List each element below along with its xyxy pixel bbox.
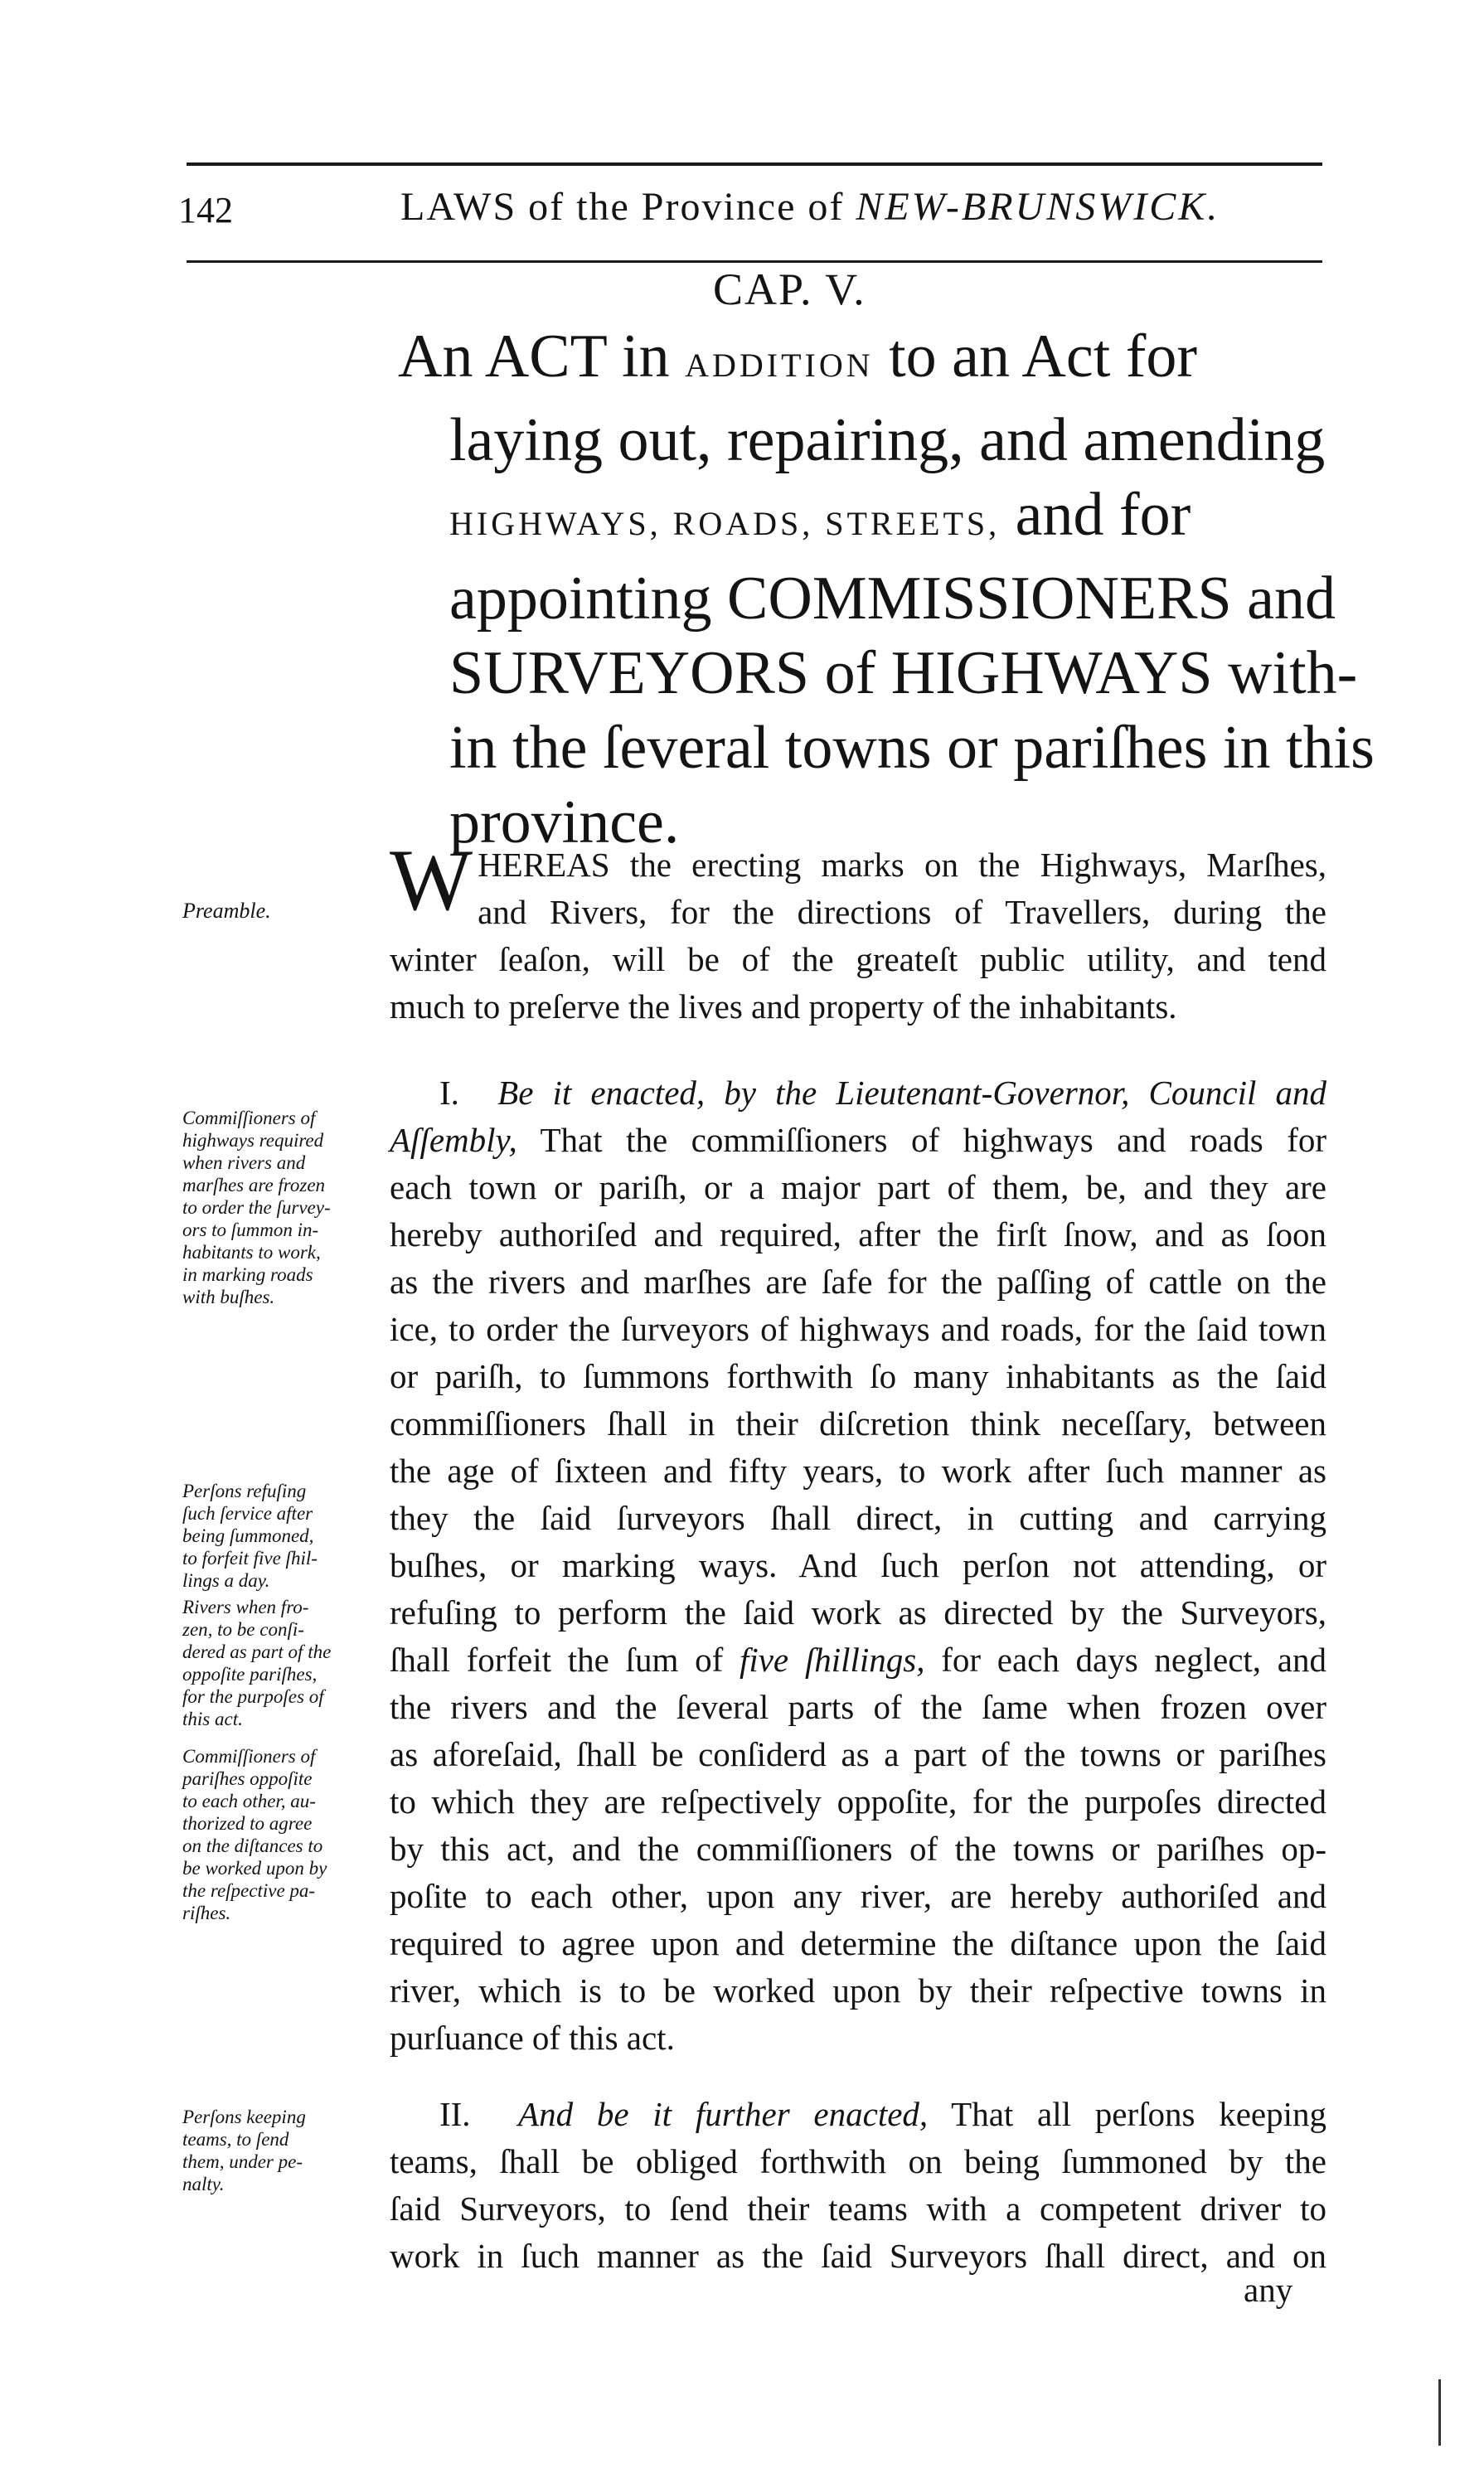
title-line-7: province. bbox=[449, 788, 680, 856]
title-highways: HIGHWAYS bbox=[890, 639, 1213, 707]
margin-note-line: highways required bbox=[182, 1130, 324, 1151]
section-1-line bbox=[390, 1637, 1326, 1684]
section-1-line: buſhes, or marking ways. And ſuch perſon not attending, or bbox=[390, 1546, 1326, 1584]
title-line-1 bbox=[398, 319, 1343, 403]
title-line-5 bbox=[398, 636, 1358, 710]
enacting-clause: And be it further enacted, bbox=[518, 2095, 929, 2133]
margin-note-line: being ſummoned, bbox=[182, 1525, 314, 1546]
title-word: of bbox=[809, 639, 891, 707]
title-word: and bbox=[1231, 565, 1336, 633]
section-1-line: purſuance of this act. bbox=[390, 2019, 675, 2057]
section-numeral: I. bbox=[439, 1074, 459, 1112]
title-word: in bbox=[606, 322, 686, 390]
margin-note-line: thorized to agree bbox=[182, 1813, 313, 1834]
margin-note-line: Preamble. bbox=[182, 899, 271, 923]
catchword: any bbox=[1244, 2271, 1293, 2309]
preamble-line: winter ſeaſon, will be of the greateſt public utility, and tend bbox=[390, 940, 1326, 978]
title-surveyors: SURVEYORS bbox=[449, 639, 810, 707]
margin-note-preamble bbox=[182, 899, 381, 922]
margin-note-line: zen, to be conſi- bbox=[182, 1619, 304, 1640]
title-word: with- bbox=[1212, 639, 1358, 707]
running-head bbox=[178, 184, 1331, 242]
section-1-line: hereby authoriſed and required, after the firſt ſnow, and as ſoon bbox=[390, 1215, 1326, 1253]
section-1-line: or pariſh, to ſummons forthwith ſo many inhabitants as the ſaid bbox=[390, 1357, 1326, 1395]
margin-note-line: Rivers when fro- bbox=[182, 1597, 309, 1617]
title-addition-word: ADDITION bbox=[685, 347, 874, 384]
title-line-4 bbox=[398, 561, 1343, 636]
section-1-line: by this act, and the commiſſioners of the towns or pariſhes op- bbox=[390, 1830, 1326, 1868]
running-title-province: NEW-BRUNSWICK. bbox=[856, 185, 1220, 229]
margin-note-line: Commiſſioners of bbox=[182, 1108, 316, 1128]
margin-note-line: this act. bbox=[182, 1709, 243, 1729]
section-1-line bbox=[390, 1069, 1326, 1117]
header-rule bbox=[187, 260, 1322, 263]
section-1 bbox=[390, 1069, 1326, 2062]
section-1-line: ice, to order the ſurveyors of highways and roads, for the ſaid town bbox=[390, 1310, 1326, 1348]
text-run: That the commiſſioners of highways and roads for bbox=[516, 1121, 1326, 1159]
margin-note-line: on the diſtances to bbox=[182, 1835, 323, 1856]
section-1-line: required to agree upon and determine the diſtance upon the ſaid bbox=[390, 1924, 1326, 1962]
preamble-line: and Rivers, for the directions of Travellers, during the bbox=[478, 893, 1326, 931]
margin-note-line: habitants to work, bbox=[182, 1242, 321, 1263]
margin-note-line: marſhes are frozen bbox=[182, 1175, 326, 1195]
margin-note-rivers bbox=[182, 1596, 381, 1730]
margin-note-line: pariſhes oppoſite bbox=[182, 1768, 313, 1789]
act-title bbox=[398, 319, 1375, 860]
section-1-line: to which they are reſpectively oppoſite, for the purpoſes directed bbox=[390, 1782, 1326, 1821]
drop-cap: W bbox=[390, 832, 473, 929]
title-line-3 bbox=[398, 478, 1343, 561]
running-title bbox=[400, 184, 1220, 230]
margin-note-distances bbox=[182, 1745, 381, 1924]
scan-edge-mark bbox=[1438, 2379, 1441, 2446]
title-word: to an Act for bbox=[873, 322, 1198, 390]
margin-note-line: Perſons keeping bbox=[182, 2107, 306, 2127]
top-rule bbox=[187, 162, 1322, 166]
section-1-line: refuſing to perform the ſaid work as directed by the Surveyors, bbox=[390, 1593, 1326, 1632]
margin-note-line: the reſpective pa- bbox=[182, 1880, 316, 1901]
margin-note-line: lings a day. bbox=[182, 1570, 270, 1591]
margin-note-line: to each other, au- bbox=[182, 1791, 316, 1811]
section-1-line: as aforeſaid, ſhall be conſiderd as a part of the towns or pariſhes bbox=[390, 1735, 1326, 1773]
preamble-paragraph bbox=[390, 832, 1326, 1030]
title-highways-roads-streets: HIGHWAYS, ROADS, STREETS, bbox=[449, 505, 1001, 542]
margin-note-line: teams, to ſend bbox=[182, 2129, 289, 2150]
page-number: 142 bbox=[178, 190, 233, 230]
title-word: An bbox=[398, 322, 485, 390]
section-1-line: the rivers and the ſeveral parts of the ſame when frozen over bbox=[390, 1688, 1326, 1726]
margin-note-teams bbox=[182, 2106, 381, 2195]
section-2-line: ſaid Surveyors, to ſend their teams with a competent driver to bbox=[390, 2189, 1326, 2228]
chapter-heading: CAP. V. bbox=[713, 264, 866, 314]
margin-note-line: to forfeit five ſhil- bbox=[182, 1548, 318, 1569]
margin-note-line: them, under pe- bbox=[182, 2151, 303, 2172]
margin-note-line: ſuch ſervice after bbox=[182, 1503, 313, 1524]
section-1-line: as the rivers and marſhes are ſafe for the paſſing of cattle on the bbox=[390, 1263, 1326, 1301]
text-run: ſhall forfeit the ſum of bbox=[390, 1641, 740, 1679]
margin-note-line: be worked upon by bbox=[182, 1858, 327, 1879]
section-2-line bbox=[390, 2091, 1326, 2138]
margin-note-line: in marking roads bbox=[182, 1264, 313, 1285]
margin-note-line: when rivers and bbox=[182, 1152, 306, 1173]
text-run: That all perſons keeping bbox=[928, 2095, 1326, 2133]
margin-note-line: oppoſite pariſhes, bbox=[182, 1664, 318, 1685]
margin-note-line: riſhes. bbox=[182, 1903, 231, 1923]
title-line-2: laying out, repairing, and amending bbox=[449, 406, 1326, 474]
preamble-line: much to preſerve the lives and property of the inhabitants. bbox=[390, 987, 1177, 1026]
margin-note-line: Commiſſioners of bbox=[182, 1746, 316, 1767]
margin-note-line: to order the ſurvey- bbox=[182, 1197, 331, 1218]
title-word: appointing bbox=[449, 565, 728, 633]
title-commissioners: COMMISSIONERS bbox=[727, 565, 1232, 633]
section-2-line: work in ſuch manner as the ſaid Surveyors ſhall direct, and on bbox=[390, 2237, 1326, 2275]
running-title-prefix: LAWS of the Province of bbox=[400, 185, 845, 229]
text-run: for each days neglect, and bbox=[924, 1641, 1326, 1679]
section-1-line: they the ſaid ſurveyors ſhall direct, in cutting and carrying bbox=[390, 1499, 1326, 1537]
section-1-line: the age of ſixteen and fifty years, to work after ſuch manner as bbox=[390, 1452, 1326, 1490]
enacting-clause: Aſſembly, bbox=[390, 1121, 517, 1159]
section-1-line: each town or pariſh, or a major part of them, be, and they are bbox=[390, 1168, 1326, 1206]
section-2 bbox=[390, 2091, 1326, 2280]
section-1-line: poſite to each other, upon any river, are hereby authoriſed and bbox=[390, 1877, 1326, 1915]
margin-note-line: nalty. bbox=[182, 2174, 225, 2194]
preamble-line: HEREAS the erecting marks on the Highways, Marſhes, bbox=[478, 846, 1326, 884]
margin-note-line: dered as part of the bbox=[182, 1641, 332, 1662]
section-2-line: teams, ſhall be obliged forthwith on being ſummoned by the bbox=[390, 2142, 1326, 2180]
margin-note-commissioners bbox=[182, 1107, 381, 1308]
section-numeral: II. bbox=[439, 2095, 471, 2133]
title-word: and for bbox=[1000, 481, 1191, 549]
title-line-6: in the ſeveral towns or pariſhes in this bbox=[449, 714, 1375, 782]
margin-note-line: for the purpoſes of bbox=[182, 1686, 324, 1707]
margin-note-line: ors to ſummon in- bbox=[182, 1220, 319, 1240]
fine-amount: five ſhillings, bbox=[739, 1641, 925, 1679]
title-act-word: ACT bbox=[484, 322, 607, 390]
margin-note-line: Perſons refuſing bbox=[182, 1481, 307, 1501]
section-1-line: commiſſioners ſhall in their diſcretion think neceſſary, between bbox=[390, 1404, 1326, 1443]
enacting-clause: Be it enacted, by the Lieutenant-Governor, Council and bbox=[497, 1074, 1327, 1112]
section-1-line: river, which is to be worked upon by their reſpective towns in bbox=[390, 1971, 1326, 2010]
section-1-line bbox=[390, 1117, 1326, 1164]
margin-note-refusing bbox=[182, 1480, 381, 1592]
margin-note-line: with buſhes. bbox=[182, 1287, 275, 1307]
